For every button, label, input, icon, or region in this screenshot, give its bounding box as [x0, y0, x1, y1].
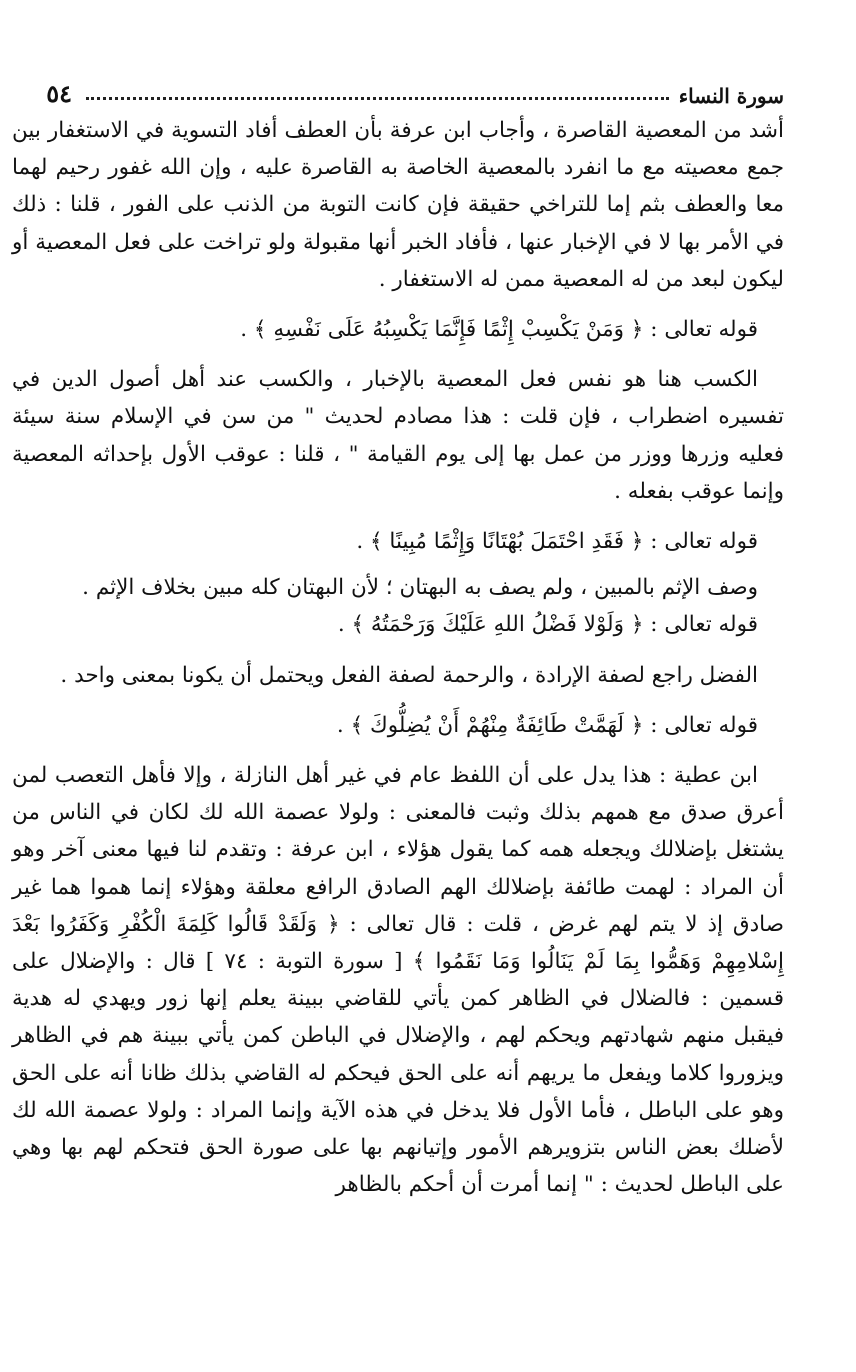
verse-quote: قوله تعالى : ﴿ فَقَدِ احْتَمَلَ بُهْتَانًا وَإِثْمًا مُبِينًا ﴾ . [356, 529, 758, 555]
verse-quote: قوله تعالى : ﴿ وَمَنْ يَكْسِبْ إِثْمًا فَإِنَّمَا يَكْسِبُهُ عَلَى نَفْسِهِ ﴾ . [240, 317, 758, 343]
header-dotted-leader [86, 97, 669, 100]
surah-title: سورة النساء [678, 84, 784, 108]
verse-quote: قوله تعالى : ﴿ لَهَمَّتْ طَائِفَةٌ مِنْهُمْ أَنْ يُضِلُّوكَ ﴾ . [336, 712, 758, 738]
commentary-paragraph: وصف الإثم بالمبين ، ولم يصف به البهتان ؛ لأن البهتان كله مبين بخلاف الإثم . [82, 575, 758, 601]
paragraph-continuation: أشد من المعصية القاصرة ، وأجاب ابن عرفة بأن العطف أفاد التسوية في الاستغفار بين جمع معصيته مع ما انفرد بالمعصية الخاصة به القاصرة عليه ، وإن الله غفور رحيم لهما معا والعطف بثم إما للتراخي حقيقة فإن كانت التوبة من الذنب على الفور ، قلنا : ذلك في الأمر بها لا في الإخبار عنها ، فأفاد الخبر أنها مقبولة ولو تراخت على فعل المعصية أو ليكون لبعد من له المعصية ممن له الاستغفار . [12, 118, 784, 292]
book-page [12, 76, 784, 1203]
verse-quote: قوله تعالى : ﴿ وَلَوْلا فَضْلُ اللهِ عَلَيْكَ وَرَحْمَتُهُ ﴾ . [337, 612, 758, 638]
commentary-paragraph: الفضل راجع لصفة الإرادة ، والرحمة لصفة الفعل ويحتمل أن يكونا بمعنى واحد . [60, 662, 758, 688]
page-number: ٥٤ [46, 79, 72, 108]
commentary-paragraph: ابن عطية : هذا يدل على أن اللفظ عام في غير أهل النازلة ، وإلا فأهل التعصب لمن أعرق صدق مع همهم بذلك وثبت فالمعنى : ولولا عصمة الله لك لكان في الناس من يشتغل بإضلالك ويجعله همه كما يقول هؤلاء ، ابن عرفة : وتقدم لنا فيها معنى آخر وهو أن المراد : لهمت طائفة بإضلالك الهم الصادق الرافع معلقة وهؤلاء إنما هموا هما غير صادق إذ لا يتم لهم غرض ، قلت : قال تعالى : ﴿ وَلَقَدْ قَالُوا كَلِمَةَ الْكُفْرِ وَكَفَرُوا بَعْدَ إِسْلامِهِمْ وَهَمُّوا بِمَا لَمْ يَنَالُوا وَمَا نَقَمُوا ﴾ [ سورة التوبة : ٧٤ ] قال : والإضلال على قسمين : فالضلال في الظاهر كمن يأتي للقاضي ببينة يعلم إنها زور ويهدي له هدية فيقبل منهم شهادتهم ويحكم لهم ، والإضلال في الباطن كمن يأتي ببينة هم في الظاهر ويزوروا كلاما ويفعل ما يريهم أنه على الحق فيحكم له القاضي بذلك ظانا أنه على الحق وهو على الباطل ، فأما الأول فلا يدخل في هذه الآية وإنما المراد : ولولا عصمة الله لك لأضلك بعض الناس بتزويرهم الأمور وإتيانهم بها على صورة الحق فتحكم لهم بها وهي على الباطل لحديث : " إنما أمرت أن أحكم بالظاهر [12, 763, 784, 1198]
commentary-paragraph: الكسب هنا هو نفس فعل المعصية بالإخبار ، والكسب عند أهل أصول الدين في تفسيره اضطراب ، فإن قلت : هذا مصادم لحديث " من سن في الإسلام سنة سيئة فعليه وزرها ووزر من عمل بها إلى يوم القيامة " ، قلنا : عوقب الأول بإحداثه المعصية وإنما عوقب بفعله . [12, 367, 784, 504]
page-header [12, 76, 784, 108]
